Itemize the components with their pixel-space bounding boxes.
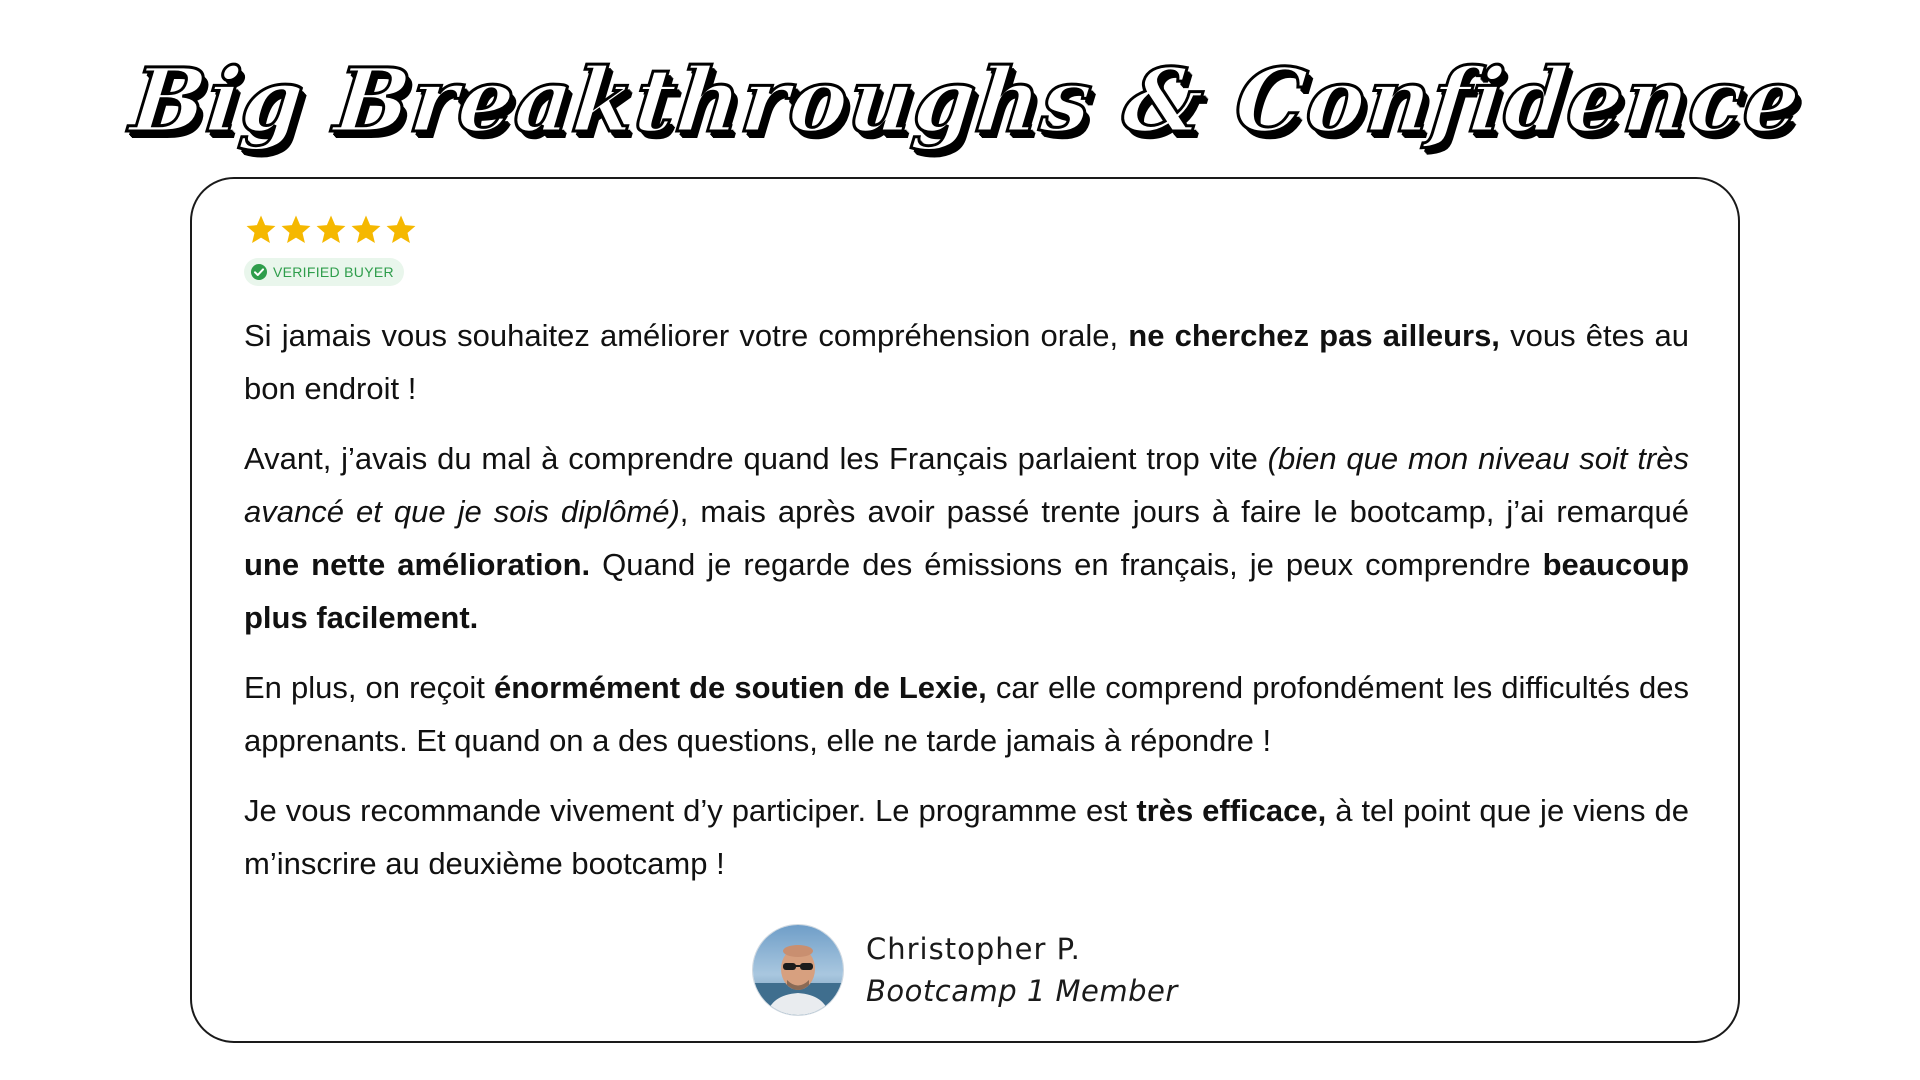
review-text: En plus, on reçoit bbox=[244, 670, 494, 705]
page-title: Big Breakthroughs & Confidence bbox=[126, 48, 1807, 152]
check-circle-icon bbox=[250, 263, 268, 281]
star-rating bbox=[244, 213, 418, 247]
review-body bbox=[244, 309, 1689, 907]
author-name: Christopher P. bbox=[866, 932, 1081, 966]
review-paragraph bbox=[244, 432, 1689, 644]
review-text: énormément de soutien de Lexie, bbox=[493, 670, 987, 705]
star-icon bbox=[314, 213, 348, 247]
review-text: , mais après avoir passé trente jours à faire le bootcamp, j’ai remarqué bbox=[679, 494, 1689, 529]
review-author bbox=[752, 924, 1178, 1016]
review-text: (bien que mon niveau soit très avancé et que je sois diplômé) bbox=[244, 441, 1689, 529]
review-paragraph bbox=[244, 661, 1689, 767]
review-text: Quand je regarde des émissions en français, je peux comprendre bbox=[590, 547, 1543, 582]
review-card bbox=[190, 177, 1740, 1043]
review-text: Je vous recommande vivement d’y participer. Le programme est bbox=[244, 793, 1137, 828]
review-text: à tel point que je viens de m’inscrire au deuxième bootcamp ! bbox=[244, 793, 1689, 881]
avatar bbox=[752, 924, 844, 1016]
review-text: car elle comprend profondément les difficultés des apprenants. Et quand on a des questions, elle ne tarde jamais à répondre ! bbox=[244, 670, 1689, 758]
star-icon bbox=[384, 213, 418, 247]
author-role: Bootcamp 1 Member bbox=[866, 974, 1178, 1008]
review-paragraph bbox=[244, 309, 1689, 415]
star-icon bbox=[279, 213, 313, 247]
review-text: vous êtes au bon endroit ! bbox=[244, 318, 1689, 406]
star-icon bbox=[349, 213, 383, 247]
verified-buyer-badge bbox=[244, 258, 404, 286]
review-text: très efficace, bbox=[1136, 793, 1327, 828]
avatar-photo bbox=[753, 925, 843, 1015]
review-paragraph bbox=[244, 784, 1689, 890]
review-text: une nette amélioration. bbox=[244, 547, 591, 582]
review-text: ne cherchez pas ailleurs, bbox=[1128, 318, 1500, 353]
review-text: Avant, j’avais du mal à comprendre quand les Français parlaient trop vite bbox=[244, 441, 1268, 476]
star-icon bbox=[244, 213, 278, 247]
author-info bbox=[866, 928, 1178, 1012]
review-text: Si jamais vous souhaitez améliorer votre compréhension orale, bbox=[244, 318, 1129, 353]
badge-label: VERIFIED BUYER bbox=[273, 264, 394, 280]
review-text: beaucoup plus facilement. bbox=[244, 547, 1690, 635]
